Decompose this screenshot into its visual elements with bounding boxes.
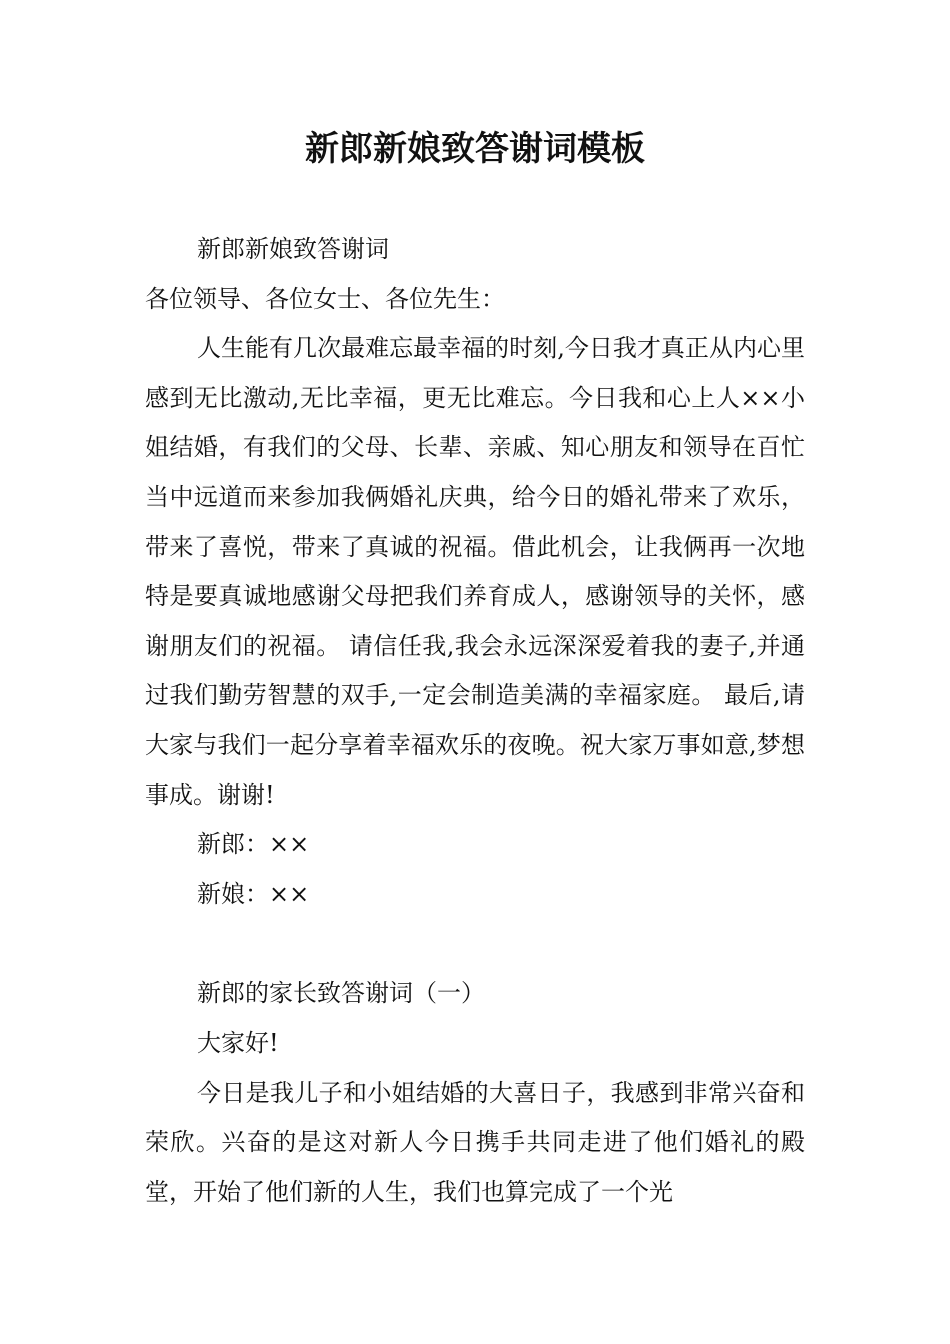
speech-paragraph: 今日是我儿子和小姐结婚的大喜日子，我感到非常兴奋和荣欣。兴奋的是这对新人今日携手共同走进了他们婚礼的殿堂，开始了他们新的人生，我们也算完成了一个光 (145, 1078, 805, 1206)
section-heading: 新郎的家长致答谢词（一） (197, 979, 485, 1008)
groom-signature: 新郎：×× (197, 830, 310, 859)
document-body (145, 225, 805, 1217)
greeting: 大家好! (197, 1028, 279, 1057)
bride-signature: 新娘：×× (197, 879, 310, 908)
document-title: 新郎新娘致答谢词模板 (305, 129, 645, 169)
salutation: 各位领导、各位女士、各位先生： (145, 284, 505, 313)
section-heading: 新郎新娘致答谢词 (197, 235, 389, 263)
speech-paragraph: 人生能有几次最难忘最幸福的时刻,今日我才真正从内心里感到无比激动,无比幸福，更无比难忘。今日我和心上人××小姐结婚，有我们的父母、长辈、亲戚、知心朋友和领导在百忙当中远道而来参加我俩婚礼庆典，给今日的婚礼带来了欢乐，带来了喜悦，带来了真诚的祝福。借此机会，让我俩再一次地特是要真诚地感谢父母把我们养育成人，感谢领导的关怀，感谢朋友们的祝福。 请信任我,我会永远深深爱着我的妻子,并通过我们勤劳智慧的双手,一定会制造美满的幸福家庭。 最后,请大家与我们一起分享着幸福欢乐的夜晚。祝大家万事如意,梦想事成。谢谢! (145, 334, 805, 809)
section-spacer (145, 919, 805, 969)
